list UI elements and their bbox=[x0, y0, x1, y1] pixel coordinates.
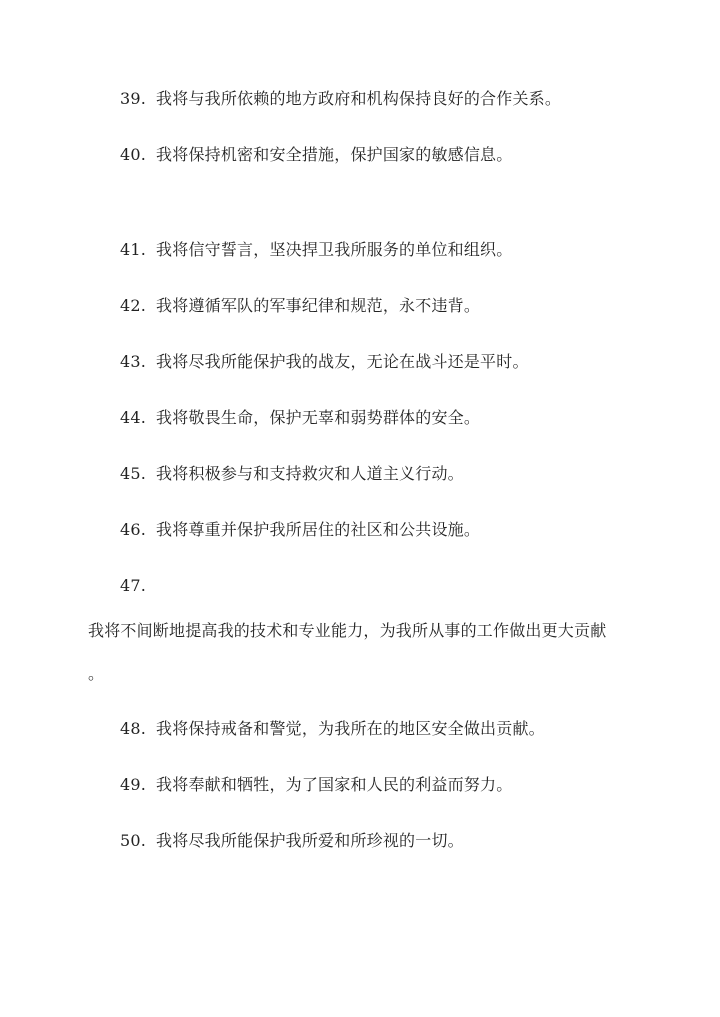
item-number: 41. bbox=[120, 240, 147, 259]
item-text: 我将积极参与和支持救灾和人道主义行动。 bbox=[156, 464, 464, 483]
item-text: 我将敬畏生命，保护无辜和弱势群体的安全。 bbox=[156, 408, 481, 427]
item-text-line-2: 。 bbox=[88, 664, 105, 683]
list-item-43 bbox=[120, 352, 529, 372]
list-item-39 bbox=[120, 89, 561, 109]
list-item-47 bbox=[120, 576, 156, 596]
list-item-44 bbox=[120, 408, 480, 428]
item-number: 39. bbox=[120, 89, 147, 108]
item-number: 50. bbox=[120, 831, 147, 850]
item-text: 我将与我所依赖的地方政府和机构保持良好的合作关系。 bbox=[156, 89, 562, 108]
list-item-45 bbox=[120, 464, 464, 484]
item-number: 43. bbox=[120, 352, 147, 371]
item-number: 49. bbox=[120, 775, 147, 794]
item-number: 47. bbox=[120, 576, 147, 595]
item-text: 我将保持戒备和警觉，为我所在的地区安全做出贡献。 bbox=[156, 719, 545, 738]
list-item-46 bbox=[120, 520, 480, 540]
item-number: 44. bbox=[120, 408, 147, 427]
item-text: 我将信守誓言，坚决捍卫我所服务的单位和组织。 bbox=[156, 240, 513, 259]
item-text: 我将尽我所能保护我所爱和所珍视的一切。 bbox=[156, 831, 464, 850]
list-item-50 bbox=[120, 831, 464, 851]
item-text: 我将尊重并保护我所居住的社区和公共设施。 bbox=[156, 520, 481, 539]
list-item-49 bbox=[120, 775, 512, 795]
item-text: 我将遵循军队的军事纪律和规范，永不违背。 bbox=[156, 296, 481, 315]
item-text-line-1: 我将不间断地提高我的技术和专业能力，为我所从事的工作做出更大贡献 bbox=[88, 621, 607, 640]
item-number: 40. bbox=[120, 145, 147, 164]
item-text: 我将尽我所能保护我的战友，无论在战斗还是平时。 bbox=[156, 352, 529, 371]
item-number: 45. bbox=[120, 464, 147, 483]
list-item-41 bbox=[120, 240, 512, 260]
list-item-42 bbox=[120, 296, 480, 316]
item-number: 48. bbox=[120, 719, 147, 738]
list-item-48 bbox=[120, 719, 545, 739]
item-number: 46. bbox=[120, 520, 147, 539]
item-text: 我将奉献和牺牲，为了国家和人民的利益而努力。 bbox=[156, 775, 513, 794]
item-number: 42. bbox=[120, 296, 147, 315]
item-text: 我将保持机密和安全措施，保护国家的敏感信息。 bbox=[156, 145, 513, 164]
list-item-40 bbox=[120, 145, 512, 165]
